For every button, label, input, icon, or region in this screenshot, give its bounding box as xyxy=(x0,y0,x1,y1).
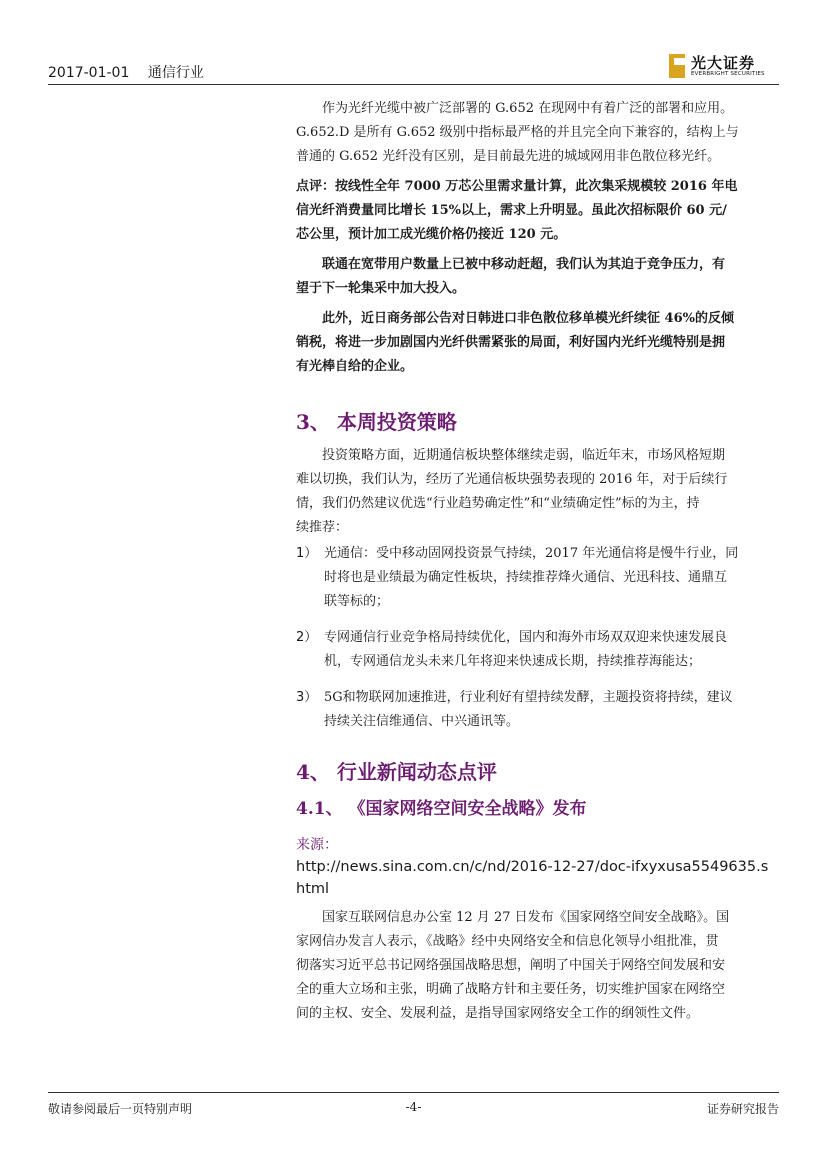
logo-mark-icon xyxy=(669,54,685,78)
section-4-1-heading: 4.1、 《国家网络空间安全战略》发布 xyxy=(296,799,587,819)
section-4-heading: 4、 行业新闻动态点评 xyxy=(296,760,497,784)
report-date: 2017-01-01 xyxy=(48,65,130,81)
news-source xyxy=(296,834,776,900)
text-line: 持续关注信维通信、中兴通讯等。 xyxy=(324,714,520,729)
page-footer xyxy=(48,1092,779,1122)
disclaimer-note: 敬请参阅最后一页特别声明 xyxy=(48,1102,193,1116)
news-body xyxy=(296,906,776,1026)
list-item xyxy=(296,686,776,734)
text-line: 投资策略方面，近期通信板块整体继续走弱，临近年末，市场风格短期 xyxy=(322,448,726,463)
text-line: 续推荐： xyxy=(296,520,349,535)
text-line: 5G和物联网加速推进，行业利好有望持续发酵，主题投资将持续，建议 xyxy=(324,690,733,705)
text-line: 芯公里，预计加工成光缆价格仍接近 120 元。 xyxy=(296,227,567,242)
comment-paragraph xyxy=(296,175,776,247)
section-4 xyxy=(296,758,776,786)
header-divider xyxy=(48,84,779,85)
logo-text-cn: 光大证券 xyxy=(691,54,756,72)
text-line: 全的重大立场和主张，明确了战略方针和主要任务，切实维护国家在网络空 xyxy=(296,982,726,997)
text-line: 普通的 G.652 光纤没有区别，是目前最先进的城域网用非色散位移光纤。 xyxy=(296,149,721,164)
news-paragraph xyxy=(296,906,776,1026)
list-item xyxy=(296,626,776,674)
list-item xyxy=(296,542,776,614)
text-line: 间的主权、安全、发展利益，是指导国家网络安全工作的纲领性文件。 xyxy=(296,1006,700,1021)
section-4-1 xyxy=(296,796,776,822)
text-line: 机，专网通信龙头未来几年将迎来快速成长期，持续推荐海能达； xyxy=(324,654,702,669)
section-3-heading: 3、 本周投资策略 xyxy=(296,410,457,434)
text-line: 联等标的； xyxy=(324,594,390,609)
text-line: 难以切换，我们认为，经历了光通信板块强势表现的 2016 年，对于后续行 xyxy=(296,472,728,487)
list-number: 3） xyxy=(296,690,318,705)
text-line: 彻落实习近平总书记网络强国战略思想，阐明了中国关于网络空间发展和安 xyxy=(296,958,726,973)
text-line: 国家互联网信息办公室 12 月 27 日发布《国家网络空间安全战略》。国 xyxy=(322,910,730,925)
logo-text-en: EVERBRIGHT SECURITIES xyxy=(691,71,765,77)
text-line: 点评：按线性全年 7000 万芯公里需求量计算，此次集采规模较 2016 年电 xyxy=(296,179,738,194)
page-number: -4- xyxy=(405,1100,422,1114)
list-number: 2） xyxy=(296,630,318,645)
header-meta xyxy=(48,62,218,82)
text-line: G.652.D 是所有 G.652 级别中指标最严格的并且完全向下兼容的，结构上与 xyxy=(296,125,739,140)
section-3-body xyxy=(296,444,776,734)
footer-divider xyxy=(48,1092,779,1093)
text-line: 此外，近日商务部公告对日韩进口非色散位移单模光纤续征 46%的反倾 xyxy=(322,311,734,326)
report-type: 证券研究报告 xyxy=(706,1102,779,1116)
source-url-link[interactable] xyxy=(296,856,776,900)
source-label: 来源： xyxy=(296,837,338,853)
text-line: 望于下一轮集采中加大投入。 xyxy=(296,281,466,296)
text-line: 专网通信行业竞争格局持续优化，国内和海外市场双双迎来快速发展良 xyxy=(324,630,728,645)
text-line: 作为光纤光缆中被广泛部署的 G.652 在现网中有着广泛的部署和应用。 xyxy=(322,101,734,116)
text-line: 有光棒自给的企业。 xyxy=(296,359,414,374)
url-line: http://news.sina.com.cn/c/nd/2016-12-27/doc-ifxyxusa5549635.s xyxy=(296,859,769,875)
antidumping-paragraph xyxy=(296,307,776,379)
list-number: 1） xyxy=(296,546,318,561)
company-logo xyxy=(669,52,779,80)
intro-block xyxy=(296,97,776,379)
fiber-paragraph xyxy=(296,97,776,169)
text-line: 销税，将进一步加剧国内光纤供需紧张的局面，利好国内光纤光缆特别是拥 xyxy=(296,335,726,350)
text-line: 家网信办发言人表示，《战略》经中央网络安全和信息化领导小组批准，贯 xyxy=(296,934,719,949)
url-line: html xyxy=(296,881,330,897)
text-line: 信光纤消费量同比增长 15%以上，需求上升明显。虽此次招标限价 60 元/ xyxy=(296,203,727,218)
unicom-paragraph xyxy=(296,253,776,301)
section-3 xyxy=(296,408,776,436)
text-line: 时将也是业绩最为确定性板块，持续推荐烽火通信、光迅科技、通鼎互 xyxy=(324,570,728,585)
page-header xyxy=(48,50,779,84)
industry-label: 通信行业 xyxy=(147,65,204,81)
text-line: 情，我们仍然建议优选“行业趋势确定性”和“业绩确定性”标的为主，持 xyxy=(296,496,700,511)
text-line: 光通信：受中移动固网投资景气持续，2017 年光通信将是慢牛行业，同 xyxy=(324,546,739,561)
text-line: 联通在宽带用户数量上已被中移动赶超，我们认为其迫于竞争压力，有 xyxy=(322,257,726,272)
strategy-intro xyxy=(296,444,776,540)
